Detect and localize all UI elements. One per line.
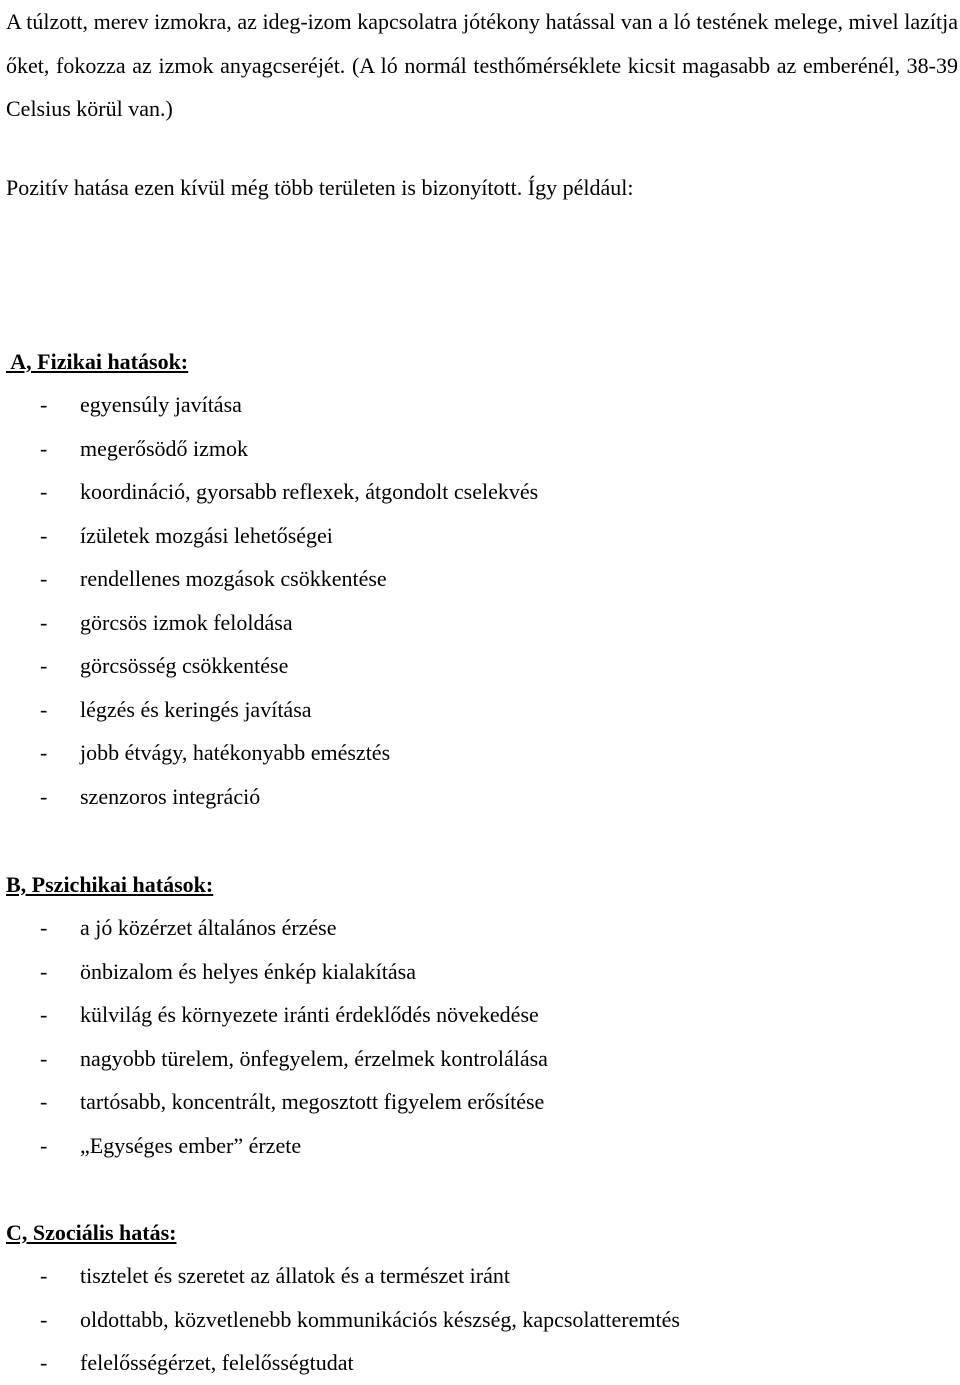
list-item-text: légzés és keringés javítása [80, 696, 312, 722]
list-item-text: oldottabb, közvetlenebb kommunikációs készség, kapcsolatteremtés [80, 1306, 680, 1332]
list-dash: - [40, 435, 48, 461]
list-dash: - [40, 1002, 48, 1027]
list-item-text: görcsös izmok feloldása [80, 609, 293, 635]
list-dash: - [40, 1089, 48, 1114]
list-item-text: megerősödő izmok [80, 435, 249, 461]
list-dash: - [40, 1045, 48, 1071]
list-dash: - [40, 696, 48, 722]
intro-paragraph: A túlzott, merev izmokra, az ideg-izom kapcsolatra jótékony hatással van a ló testének melege, mivel lazítja őket, fokozza az izmok anyagcseréjét. (A ló normál testhőmérséklete kicsit magasabb az emberénél, 38-39 Celsius körül van.) [6, 9, 958, 121]
section-heading-social: C, Szociális hatás: [6, 1220, 177, 1245]
list-dash: - [40, 1306, 48, 1332]
list-dash: - [40, 915, 48, 940]
list-dash: - [40, 1132, 48, 1158]
section-heading-psychological: B, Pszichikai hatások: [6, 872, 214, 897]
list-item-text: nagyobb türelem, önfegyelem, érzelmek kontrolálása [80, 1045, 548, 1071]
list-item-text: ízületek mozgási lehetőségei [80, 522, 333, 548]
list-dash: - [40, 958, 48, 984]
list-item-text: szenzoros integráció [80, 783, 261, 809]
lead-sentence: Pozitív hatása ezen kívül még több területen is bizonyított. Így például: [6, 175, 634, 200]
list-item-text: külvilág és környezete iránti érdeklődés növekedése [80, 1002, 539, 1027]
list-dash: - [40, 479, 48, 504]
list-dash: - [40, 740, 48, 765]
list-dash: - [40, 566, 48, 591]
list-item-text: önbizalom és helyes énkép kialakítása [80, 958, 416, 984]
list-item-text: a jó közérzet általános érzése [80, 915, 337, 940]
list-dash: - [40, 609, 48, 635]
list-item-text: koordináció, gyorsabb reflexek, átgondolt cselekvés [80, 479, 539, 504]
list-item-text: rendellenes mozgások csökkentése [80, 566, 387, 591]
list-dash: - [40, 392, 48, 417]
section-heading-physical: A, Fizikai hatások: [6, 349, 189, 374]
list-item-text: felelősségérzet, felelősségtudat [80, 1350, 354, 1375]
list-item-text: görcsösség csökkentése [80, 653, 289, 678]
list-item-text: tartósabb, koncentrált, megosztott figyelem erősítése [80, 1089, 545, 1114]
list-dash: - [40, 1263, 48, 1288]
list-dash: - [40, 1350, 48, 1375]
list-dash: - [40, 653, 48, 678]
list-item-text: egyensúly javítása [80, 392, 242, 417]
list-item-text: tisztelet és szeretet az állatok és a természet iránt [80, 1263, 510, 1288]
list-dash: - [40, 783, 48, 809]
list-dash: - [40, 522, 48, 548]
list-item-text: jobb étvágy, hatékonyabb emésztés [80, 740, 391, 765]
list-item-text: „Egységes ember” érzete [80, 1132, 302, 1158]
